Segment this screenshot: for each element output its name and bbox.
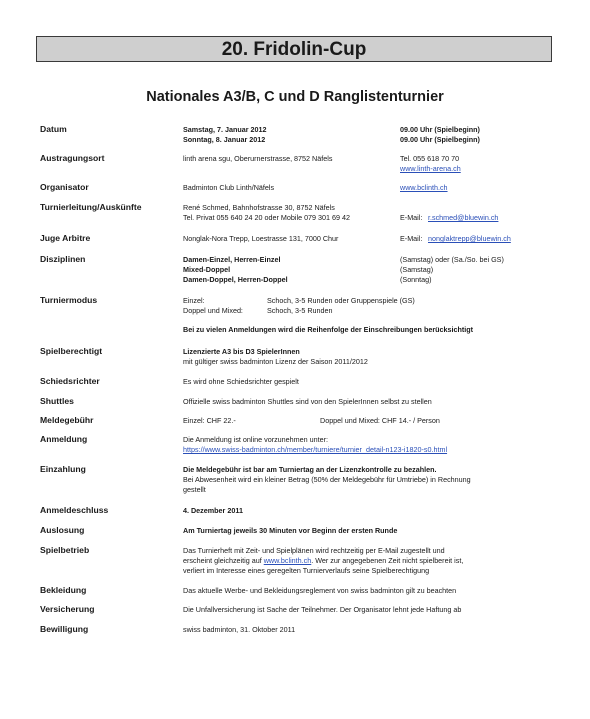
label-bewilligung: Bewilligung bbox=[40, 624, 89, 634]
organisator-web-link[interactable]: www.bclinth.ch bbox=[400, 183, 448, 192]
disziplin-3: Damen-Doppel, Herren-Doppel bbox=[183, 275, 288, 284]
spielberechtigt-line2: mit gültiger swiss badminton Lizenz der Saison 2011/2012 bbox=[183, 357, 368, 366]
page-subtitle: Nationales A3/B, C und D Ranglistenturnier bbox=[146, 89, 444, 105]
datum-time2: 09.00 Uhr (Spielbeginn) bbox=[400, 135, 480, 144]
einzahlung-line1: Die Meldegebühr ist bar am Turniertag an der Lizenzkontrolle zu bezahlen. bbox=[183, 465, 437, 474]
anmeldeschluss-text: 4. Dezember 2011 bbox=[183, 506, 243, 515]
label-anmeldeschluss: Anmeldeschluss bbox=[40, 505, 109, 515]
bekleidung-text: Das aktuelle Werbe- und Bekleidungsreglement von swiss badminton gilt zu beachten bbox=[183, 586, 457, 595]
datum-time1: 09.00 Uhr (Spielbeginn) bbox=[400, 125, 480, 134]
einzahlung-line3: gestellt bbox=[183, 485, 206, 494]
label-shuttles: Shuttles bbox=[40, 396, 74, 406]
label-spielberechtigt: Spielberechtigt bbox=[40, 346, 103, 356]
shuttles-text: Offizielle swiss badminton Shuttles sind von den SpielerInnen selbst zu stellen bbox=[183, 397, 432, 406]
austragungsort-web-link[interactable]: www.linth-arena.ch bbox=[400, 164, 461, 173]
spielbetrieb-line1: Das Turnierheft mit Zeit- und Spielplänen wird rechtzeitig per E-Mail zugestellt und bbox=[183, 546, 445, 555]
label-anmeldung: Anmeldung bbox=[40, 434, 88, 444]
label-versicherung: Versicherung bbox=[40, 604, 95, 614]
datum-day1: Samstag, 7. Januar 2012 bbox=[183, 125, 267, 134]
turnierleitung-line1: René Schmed, Bahnhofstrasse 30, 8752 Näfels bbox=[183, 203, 335, 212]
disziplin-1: Damen-Einzel, Herren-Einzel bbox=[183, 255, 281, 264]
austragungsort-tel: Tel. 055 618 70 70 bbox=[400, 154, 460, 163]
austragungsort-address: linth arena sgu, Oberurnerstrasse, 8752 Näfels bbox=[183, 154, 333, 163]
anmeldung-link[interactable]: https://www.swiss-badminton.ch/member/turniere/turnier_detail-n123-i1820-s0.html bbox=[183, 445, 448, 454]
page-title: 20. Fridolin-Cup bbox=[36, 36, 552, 62]
label-einzahlung: Einzahlung bbox=[40, 464, 86, 474]
spielbetrieb-line2-pre: erscheint gleichzeitig auf bbox=[183, 556, 262, 565]
juge-email-link[interactable]: nonglaktrepp@bluewin.ch bbox=[428, 234, 511, 243]
spielbetrieb-line2-post: . Wer zur angegebenen Zeit nicht spielbereit ist, bbox=[311, 556, 464, 565]
label-turniermodus: Turniermodus bbox=[40, 295, 98, 305]
turnierleitung-line2: Tel. Privat 055 640 24 20 oder Mobile 079 301 69 42 bbox=[183, 213, 351, 222]
turnierleitung-email-label: E-Mail: bbox=[400, 213, 423, 222]
meldegebuehr-einzel: Einzel: CHF 22.- bbox=[183, 416, 236, 425]
turniermodus-doppel-text: Schoch, 3-5 Runden bbox=[267, 306, 333, 315]
turniermodus-note: Bei zu vielen Anmeldungen wird die Reihenfolge der Einschreibungen berücksichtigt bbox=[183, 325, 474, 334]
label-meldegebuehr: Meldegebühr bbox=[40, 415, 94, 425]
turniermodus-einzel-text: Schoch, 3-5 Runden oder Gruppenspiele (GS) bbox=[267, 296, 415, 305]
organisator-name: Badminton Club Linth/Näfels bbox=[183, 183, 275, 192]
schiedsrichter-text: Es wird ohne Schiedsrichter gespielt bbox=[183, 377, 299, 386]
label-auslosung: Auslosung bbox=[40, 525, 85, 535]
label-juge: Juge Arbitre bbox=[40, 233, 91, 243]
spielbetrieb-web-link[interactable]: www.bclinth.ch bbox=[263, 556, 312, 565]
einzahlung-line2: Bei Abwesenheit wird ein kleiner Betrag (50% der Meldegebühr für Umtriebe) in Rechnung bbox=[183, 475, 471, 484]
spielbetrieb-line2 bbox=[183, 556, 463, 566]
auslosung-text: Am Turniertag jeweils 30 Minuten vor Beginn der ersten Runde bbox=[183, 526, 398, 535]
label-datum: Datum bbox=[40, 124, 67, 134]
disziplin-3-day: (Sonntag) bbox=[400, 275, 432, 284]
anmeldung-line1: Die Anmeldung ist online vorzunehmen unter: bbox=[183, 435, 329, 444]
bewilligung-text: swiss badminton, 31. Oktober 2011 bbox=[183, 625, 296, 634]
label-turnierleitung: Turnierleitung/Auskünfte bbox=[40, 202, 142, 212]
turnierleitung-email-link[interactable]: r.schmed@bluewin.ch bbox=[428, 213, 499, 222]
disziplin-2-day: (Samstag) bbox=[400, 265, 434, 274]
turniermodus-einzel-label: Einzel: bbox=[183, 296, 205, 305]
disziplin-1-day: (Samstag) oder (Sa./So. bei GS) bbox=[400, 255, 504, 264]
meldegebuehr-doppel: Doppel und Mixed: CHF 14.- / Person bbox=[320, 416, 440, 425]
juge-text: Nonglak-Nora Trepp, Loestrasse 131, 7000 Chur bbox=[183, 234, 339, 243]
datum-day2: Sonntag, 8. Januar 2012 bbox=[183, 135, 266, 144]
disziplin-2: Mixed-Doppel bbox=[183, 265, 231, 274]
spielbetrieb-line3: verliert im Interesse eines geregelten Turnierverlaufs seine Spielberechtigung bbox=[183, 566, 430, 575]
label-organisator: Organisator bbox=[40, 182, 89, 192]
versicherung-text: Die Unfallversicherung ist Sache der Teilnehmer. Der Organisator lehnt jede Haftung ab bbox=[183, 605, 462, 614]
juge-email-label: E-Mail: bbox=[400, 234, 423, 243]
turniermodus-doppel-label: Doppel und Mixed: bbox=[183, 306, 243, 315]
label-austragungsort: Austragungsort bbox=[40, 153, 105, 163]
label-spielbetrieb: Spielbetrieb bbox=[40, 545, 90, 555]
spielberechtigt-line1: Lizenzierte A3 bis D3 SpielerInnen bbox=[183, 347, 300, 356]
label-schiedsrichter: Schiedsrichter bbox=[40, 376, 100, 386]
label-bekleidung: Bekleidung bbox=[40, 585, 87, 595]
label-disziplinen: Disziplinen bbox=[40, 254, 86, 264]
